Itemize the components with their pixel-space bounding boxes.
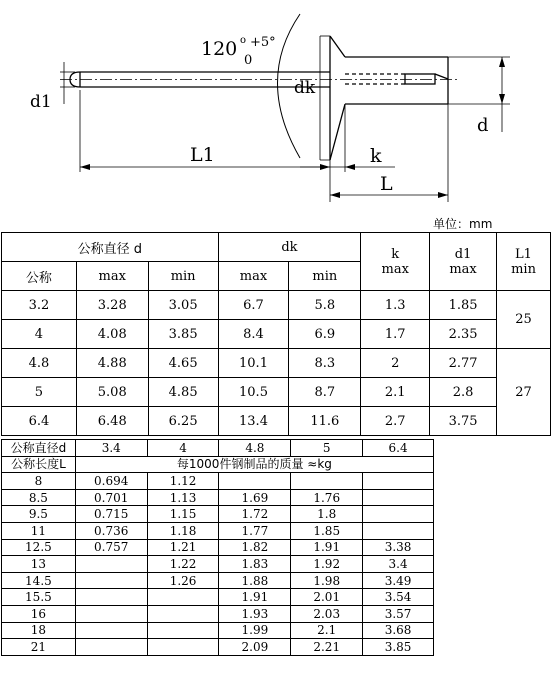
mass-cell — [147, 622, 219, 639]
table-row: 6.4 6.48 6.25 13.4 11.6 2.7 3.75 — [2, 407, 551, 436]
mass-cell: 3.54 — [363, 589, 434, 606]
mass-cell: 1.22 — [147, 556, 219, 573]
table-row — [2, 522, 434, 539]
mass-cell: 1.85 — [291, 522, 363, 539]
mass-cell: 1.91 — [219, 589, 291, 606]
header-nominal-length-L: 公称长度L — [2, 456, 76, 473]
length-cell: 18 — [2, 622, 76, 639]
svg-text:0: 0 — [244, 53, 253, 68]
length-cell: 8 — [2, 473, 76, 490]
mass-cell — [219, 473, 291, 490]
table-row — [2, 506, 434, 523]
mass-cell: 3.85 — [363, 639, 434, 656]
angle-label: 120 — [201, 38, 238, 60]
mass-cell: 0.757 — [75, 539, 147, 556]
mass-cell: 1.21 — [147, 539, 219, 556]
mass-cell: 1.69 — [219, 489, 291, 506]
length-cell: 13 — [2, 556, 76, 573]
mass-cell: 1.76 — [291, 489, 363, 506]
mass-table: 公称直径d 3.4 4 4.8 5 6.4 公称长度L 每1000件钢制品的质量 ≈kg 8 0.694 1.12 8.5 0.701 1.13 1.69 1.76 9.5 0.715 1.15 1.72 1.8 11 0.736 1.18 1.77 1.85 12.5 0.757 1.21 1.82 1.91 3.38 13 1.22 1.83 1.92 3.4 14.5 1.26 1.88 1.98 3.49 15.5 1.91 2.01 3.54 16 1.93 2.03 3.57 18 1.99 2.1 3.68 21 2.09 2.21 3.85 — [1, 439, 434, 656]
mass-cell: 0.736 — [75, 522, 147, 539]
mass-cell — [75, 556, 147, 573]
mass-cell — [75, 622, 147, 639]
mass-cell — [291, 473, 363, 490]
mass-cell — [75, 605, 147, 622]
rivet-drawing — [0, 0, 553, 212]
label-L1: L1 — [190, 144, 215, 166]
mass-cell — [363, 489, 434, 506]
mass-cell: 1.83 — [219, 556, 291, 573]
mass-cell: 1.15 — [147, 506, 219, 523]
mass-cell — [75, 639, 147, 656]
mass-cell: 1.12 — [147, 473, 219, 490]
header-nominal-diameter-d: 公称直径d — [2, 440, 76, 457]
mass-cell: 3.57 — [363, 605, 434, 622]
mass-cell — [75, 572, 147, 589]
header-d1: d1 max — [430, 233, 497, 291]
table-row — [2, 473, 434, 490]
mass-cell: 1.13 — [147, 489, 219, 506]
table-row — [2, 622, 434, 639]
table-row: 3.2 3.28 3.05 6.7 5.8 1.3 1.85 25 — [2, 291, 551, 320]
mass-cell: 1.88 — [219, 572, 291, 589]
mass-cell — [147, 589, 219, 606]
table-row — [2, 639, 434, 656]
label-k: k — [370, 145, 382, 167]
length-cell: 14.5 — [2, 572, 76, 589]
length-cell: 21 — [2, 639, 76, 656]
mass-cell: 3.4 — [363, 556, 434, 573]
table-row — [2, 589, 434, 606]
mass-cell: 1.26 — [147, 572, 219, 589]
table-row: 5 5.08 4.85 10.5 8.7 2.1 2.8 — [2, 378, 551, 407]
mass-cell: 1.82 — [219, 539, 291, 556]
mass-cell: 0.701 — [75, 489, 147, 506]
sub-nominal: 公称 — [2, 262, 77, 291]
mass-cell: 1.92 — [291, 556, 363, 573]
mass-caption: 每1000件钢制品的质量 ≈kg — [75, 456, 433, 473]
length-cell: 8.5 — [2, 489, 76, 506]
mass-cell: 2.09 — [219, 639, 291, 656]
mass-cell: 1.8 — [291, 506, 363, 523]
table-row — [2, 605, 434, 622]
label-dk: dk — [294, 78, 316, 98]
mass-cell: 2.03 — [291, 605, 363, 622]
table-row: 4 4.08 3.85 8.4 6.9 1.7 2.35 — [2, 320, 551, 349]
label-L: L — [380, 173, 393, 195]
mass-cell — [363, 506, 434, 523]
mass-cell: 1.72 — [219, 506, 291, 523]
dimensions-table: 公称直径 d dk k max d1 max L1 min 公称 max min max min 3.2 3.28 3.05 6.7 5.8 1.3 1.85 25 4 4.08 3.85 8.4 6.9 1.7 2.35 4.8 4.88 4.65 10.1 8.3 2 2.77 27 5 5.08 4.85 10.5 8.7 2.1 2.8 6.4 6.48 6.25 13.4 11.6 2.7 3.75 — [1, 232, 551, 436]
table-row — [2, 539, 434, 556]
mass-cell: 1.98 — [291, 572, 363, 589]
header-dk: dk — [218, 233, 361, 262]
mass-cell — [75, 589, 147, 606]
length-cell: 16 — [2, 605, 76, 622]
header-k: k max — [361, 233, 430, 291]
svg-text:o: o — [240, 35, 247, 46]
mass-cell: 3.49 — [363, 572, 434, 589]
mass-cell: 3.38 — [363, 539, 434, 556]
mass-cell: 0.694 — [75, 473, 147, 490]
mass-cell — [363, 522, 434, 539]
mass-cell: 2.1 — [291, 622, 363, 639]
table-row — [2, 489, 434, 506]
mass-cell: 1.99 — [219, 622, 291, 639]
length-cell: 9.5 — [2, 506, 76, 523]
mass-cell: 3.68 — [363, 622, 434, 639]
mass-cell — [363, 473, 434, 490]
mass-cell: 1.93 — [219, 605, 291, 622]
table-row — [2, 556, 434, 573]
length-cell: 15.5 — [2, 589, 76, 606]
mass-cell: 1.91 — [291, 539, 363, 556]
mass-cell: 2.21 — [291, 639, 363, 656]
svg-text:+5°: +5° — [250, 35, 276, 50]
mass-cell: 1.18 — [147, 522, 219, 539]
mass-cell: 0.715 — [75, 506, 147, 523]
label-d1: d1 — [30, 92, 52, 112]
unit-label: 单位：mm — [433, 217, 493, 231]
label-d: d — [477, 115, 489, 136]
mass-cell: 2.01 — [291, 589, 363, 606]
table-row: 4.8 4.88 4.65 10.1 8.3 2 2.77 27 — [2, 349, 551, 378]
table-row — [2, 572, 434, 589]
mass-cell — [147, 639, 219, 656]
length-cell: 12.5 — [2, 539, 76, 556]
header-nominal-diameter: 公称直径 d — [2, 233, 219, 262]
header-L1: L1 min — [497, 233, 551, 291]
mass-cell — [147, 605, 219, 622]
length-cell: 11 — [2, 522, 76, 539]
mass-cell: 1.77 — [219, 522, 291, 539]
